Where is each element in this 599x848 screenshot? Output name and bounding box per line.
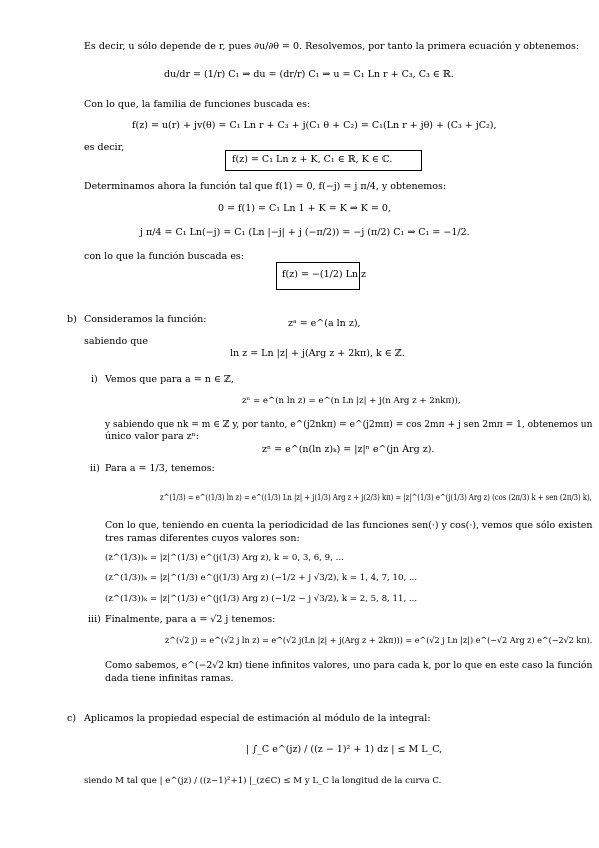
paragraph: Consideramos la función: xyxy=(84,314,207,325)
paragraph: Con lo que, la familia de funciones buscada es: xyxy=(84,99,311,110)
paragraph: Determinamos ahora la función tal que f(1) = 0, f(−j) = j π/4, y obtenemos: xyxy=(84,181,447,192)
paragraph: y sabiendo que nk = m ∈ ℤ y, por tanto, e^(j2nkπ) = e^(j2mπ) = cos 2mπ + j sen 2mπ = 1, obtenemos un xyxy=(105,419,593,430)
equation: (z^(1/3))ₖ = |z|^(1/3) e^(j(1/3) Arg z) (−1/2 − j √3/2), k = 2, 5, 8, 11, ... xyxy=(105,594,418,604)
item-label: i) xyxy=(91,374,98,385)
equation: (z^(1/3))ₖ = |z|^(1/3) e^(j(1/3) Arg z) (−1/2 + j √3/2), k = 1, 4, 7, 10, ... xyxy=(105,573,418,583)
paragraph: sabiendo que xyxy=(84,336,149,347)
equation: du/dr = (1/r) C₁ ⇒ du = (dr/r) C₁ ⇒ u = C₁ Ln r + C₃, C₃ ∈ ℝ. xyxy=(164,69,454,80)
equation: f(z) = u(r) + jv(θ) = C₁ Ln r + C₃ + j(C₁ θ + C₂) = C₁(Ln r + jθ) + (C₃ + jC₂), xyxy=(132,120,497,131)
boxed-equation: f(z) = C₁ Ln z + K, C₁ ∈ ℝ, K ∈ ℂ. xyxy=(232,154,393,165)
section-label: b) xyxy=(67,314,77,325)
equation: zᵃ = e^(a ln z), xyxy=(288,318,361,329)
item-label: iii) xyxy=(88,614,101,625)
paragraph: dada tiene infinitas ramas. xyxy=(105,673,234,684)
equation: z^(1/3) = e^((1/3) ln z) = e^((1/3) Ln |z| + j(1/3) Arg z + j(2/3) kπ) = |z|^(1/3) e^(j(1/3) Arg z) (cos (2π/3) k + sen (2π/3) k), xyxy=(160,493,592,503)
item-label: ii) xyxy=(90,463,100,474)
paragraph: Como sabemos, e^(−2√2 kπ) tiene infinitos valores, uno para cada k, por lo que en este caso la función xyxy=(105,660,593,671)
equation: j π/4 = C₁ Ln(−j) = C₁ (Ln |−j| + j (−π/2)) = −j (π/2) C₁ ⇒ C₁ = −1/2. xyxy=(140,227,470,238)
paragraph: Vemos que para a = n ∈ ℤ, xyxy=(105,374,234,385)
equation: zⁿ = e^(n(ln z)ₖ) = |z|ⁿ e^(jn Arg z). xyxy=(262,444,435,455)
boxed-equation: f(z) = −(1/2) Ln z xyxy=(282,269,367,280)
equation: | ∫_C e^(jz) / ((z − 1)² + 1) dz | ≤ M L_C, xyxy=(246,744,443,755)
paragraph: único valor para zⁿ: xyxy=(105,431,199,442)
paragraph: tres ramas diferentes cuyos valores son: xyxy=(105,533,300,544)
section-label: c) xyxy=(67,713,77,724)
equation: (z^(1/3))ₖ = |z|^(1/3) e^(j(1/3) Arg z), k = 0, 3, 6, 9, ... xyxy=(105,553,344,563)
equation: ln z = Ln |z| + j(Arg z + 2kπ), k ∈ ℤ. xyxy=(230,348,405,359)
equation: 0 = f(1) = C₁ Ln 1 + K = K ⇒ K = 0, xyxy=(218,203,391,214)
equation: z^(√2 j) = e^(√2 j ln z) = e^(√2 j(Ln |z| + j(Arg z + 2kπ))) = e^(√2 j Ln |z|) e^(−√2 Arg z) e^(−2√2 kπ). xyxy=(165,636,593,646)
paragraph: siendo M tal que | e^(jz) / ((z−1)²+1) |_(z∈C) ≤ M y L_C la longitud de la curva C. xyxy=(84,776,442,786)
paragraph: es decir, xyxy=(84,142,125,153)
paragraph: Finalmente, para a = √2 j tenemos: xyxy=(105,614,276,625)
paragraph: con lo que la función buscada es: xyxy=(84,251,245,262)
equation: zⁿ = e^(n ln z) = e^(n Ln |z| + j(n Arg z + 2nkπ)), xyxy=(242,396,461,406)
paragraph: Aplicamos la propiedad especial de estimación al módulo de la integral: xyxy=(84,713,431,724)
paragraph: Para a = 1/3, tenemos: xyxy=(105,463,215,474)
paragraph: Con lo que, teniendo en cuenta la periodicidad de las funciones sen(·) y cos(·), vemos que sólo existen xyxy=(105,520,593,531)
paragraph: Es decir, u sólo depende de r, pues ∂u/∂θ = 0. Resolvemos, por tanto la primera ecuación y obtenemos: xyxy=(84,41,580,52)
